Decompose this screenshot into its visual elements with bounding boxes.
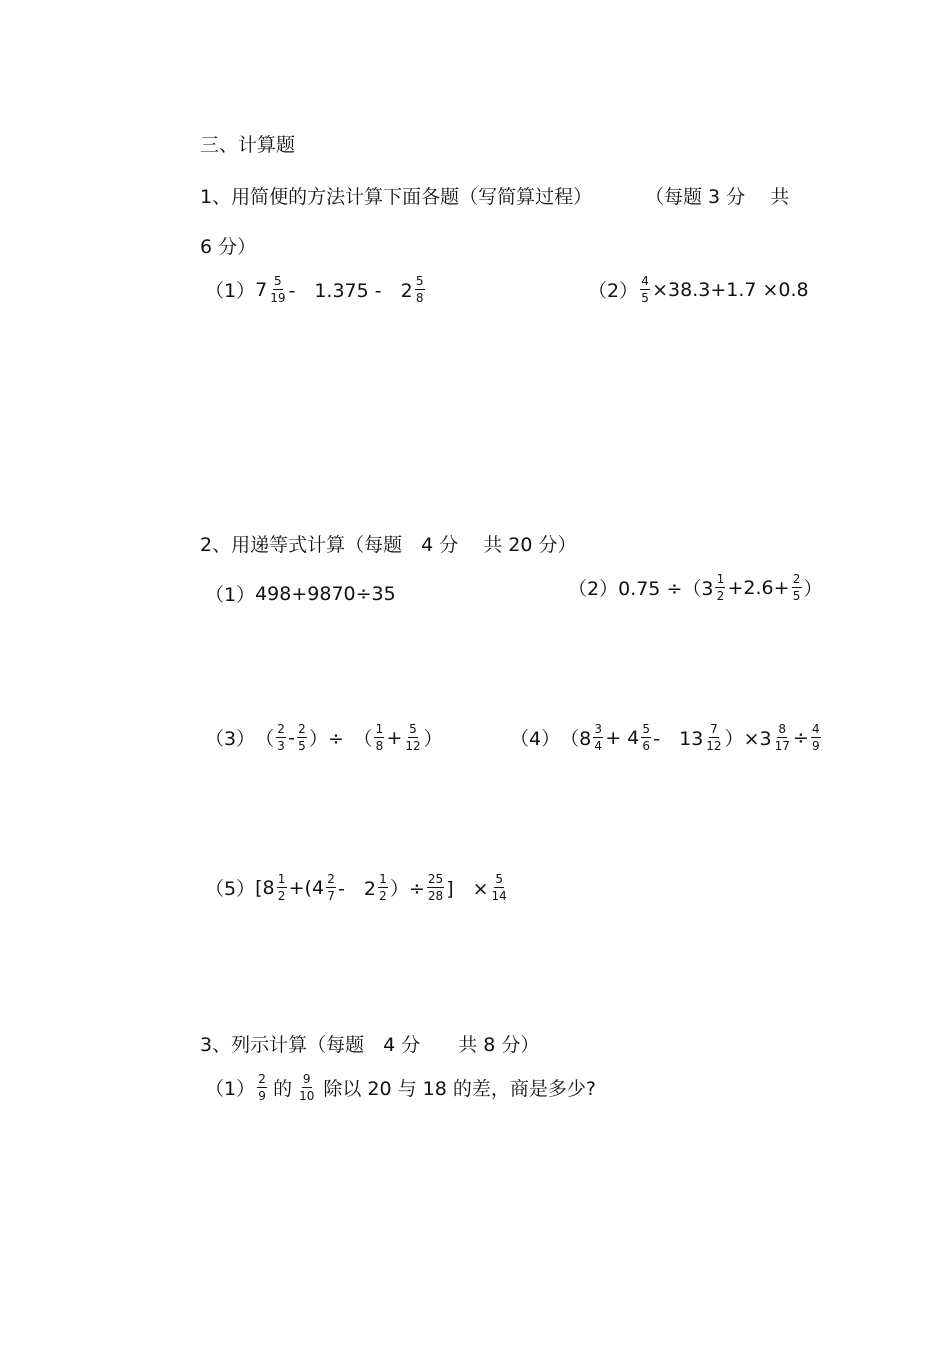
- denominator: 9: [811, 739, 820, 753]
- numerator: 2: [792, 572, 801, 586]
- denominator: 28: [427, 889, 444, 903]
- q2-problem-1: [205, 580, 396, 607]
- numerator: 1: [277, 872, 286, 886]
- denominator: 19: [270, 291, 286, 305]
- expression-text: ）: [423, 728, 443, 750]
- denominator: 4: [594, 739, 602, 753]
- expression-text: 除以 20 与 18 的差，商是多少?: [323, 1078, 596, 1100]
- denominator: 17: [774, 739, 790, 753]
- fraction: [792, 573, 802, 602]
- fraction: [774, 723, 791, 752]
- numerator: 8: [778, 722, 787, 736]
- denominator: 2: [379, 889, 387, 903]
- expression-text: 498+9870÷35: [255, 582, 396, 605]
- numerator: 2: [298, 722, 306, 736]
- expression-text: 0.75 ÷（3: [618, 578, 714, 600]
- q2-problem-3: [205, 723, 443, 752]
- numerator: 4: [811, 722, 820, 736]
- numerator: 5: [409, 722, 417, 736]
- numerator: 4: [641, 274, 649, 288]
- expression-text: +(4: [288, 876, 325, 899]
- numerator: 3: [594, 722, 602, 736]
- denominator: 9: [258, 1089, 266, 1103]
- numerator: 5: [495, 872, 503, 886]
- denominator: 10: [299, 1089, 315, 1103]
- fraction: [415, 275, 425, 304]
- numerator: 2: [327, 872, 335, 886]
- expression-text: （8: [560, 728, 592, 750]
- q1-points-cont: 6 分）: [200, 236, 257, 258]
- numerator: 1: [375, 722, 384, 736]
- denominator: 5: [298, 739, 306, 753]
- fraction: [269, 275, 286, 304]
- fraction: [811, 723, 821, 752]
- expression-text: + 4: [605, 726, 640, 749]
- q3-problem-1: [205, 1073, 596, 1102]
- expression-text: 的: [273, 1078, 293, 1100]
- numerator: 2: [258, 1072, 266, 1086]
- whole-number: 7: [255, 278, 268, 301]
- expression-text: +: [386, 726, 403, 749]
- q2-problem-4: [510, 723, 823, 752]
- q1-points: （每题 3 分 共: [645, 186, 790, 208]
- numerator: 5: [274, 274, 282, 288]
- denominator: 14: [491, 889, 507, 903]
- denominator: 12: [706, 739, 722, 753]
- expression-text: ）×3: [724, 728, 772, 750]
- problem-label: （2）: [568, 578, 619, 600]
- denominator: 2: [716, 589, 725, 603]
- expression-text: ] ×: [446, 878, 489, 900]
- denominator: 2: [277, 889, 286, 903]
- fraction: [404, 723, 421, 752]
- fraction: [715, 573, 725, 602]
- denominator: 8: [415, 291, 424, 305]
- expression-text: ）: [803, 578, 823, 600]
- expression-text: - 1.375 - 2: [288, 280, 413, 302]
- q1-problem-1: [205, 275, 427, 304]
- denominator: 5: [792, 589, 801, 603]
- denominator: 5: [641, 291, 649, 305]
- fraction: [297, 723, 307, 752]
- numerator: 7: [710, 722, 718, 736]
- problem-label: （2）: [588, 280, 639, 302]
- denominator: 3: [277, 739, 285, 753]
- numerator: 9: [302, 1072, 311, 1086]
- fraction: [640, 275, 650, 304]
- section-title: 三、计算题: [200, 134, 296, 156]
- expression-text: - 2: [338, 878, 376, 900]
- expression-text: ÷: [792, 726, 809, 749]
- expression-text: - 13: [653, 728, 704, 750]
- numerator: 25: [427, 872, 444, 886]
- problem-label: （3）: [205, 728, 256, 750]
- fraction: [491, 873, 508, 902]
- fraction: [277, 873, 287, 902]
- numerator: 2: [277, 722, 285, 736]
- numerator: 1: [716, 572, 725, 586]
- numerator: 5: [642, 722, 651, 736]
- problem-label: （1）: [205, 1078, 256, 1100]
- q3-heading: 3、列示计算（每题 4 分 共 8 分）: [200, 1034, 540, 1056]
- fraction: [257, 1073, 267, 1102]
- expression-text: +2.6+: [727, 576, 790, 599]
- fraction: [374, 723, 384, 752]
- q2-heading: 2、用递等式计算（每题 4 分 共 20 分）: [200, 534, 577, 556]
- expression-text: ）÷: [389, 878, 425, 900]
- problem-label: （4）: [510, 728, 561, 750]
- numerator: 1: [379, 872, 387, 886]
- problem-label: （5）: [205, 878, 256, 900]
- numerator: 5: [415, 274, 424, 288]
- fraction: [276, 723, 286, 752]
- fraction: [593, 723, 603, 752]
- problem-label: （1）: [205, 280, 256, 302]
- denominator: 8: [375, 739, 384, 753]
- q2-problem-5: [205, 873, 510, 902]
- expression-text: -: [288, 726, 295, 749]
- q2-problem-2: [568, 573, 823, 602]
- expression-text: ×38.3+1.7 ×0.8: [652, 278, 809, 301]
- denominator: 6: [642, 739, 651, 753]
- expression-text: [8: [255, 876, 275, 899]
- expression-text: ）÷ （: [308, 728, 373, 750]
- fraction: [298, 1073, 315, 1102]
- denominator: 12: [405, 739, 421, 753]
- q1-problem-2: [588, 275, 809, 304]
- fraction: [641, 723, 651, 752]
- denominator: 7: [327, 889, 335, 903]
- q1-heading: 1、用简便的方法计算下面各题（写简算过程）: [200, 186, 593, 208]
- fraction: [378, 873, 388, 902]
- fraction: [705, 723, 722, 752]
- problem-label: （1）: [205, 584, 256, 606]
- fraction: [326, 873, 336, 902]
- expression-text: （: [255, 728, 275, 750]
- fraction: [427, 873, 444, 902]
